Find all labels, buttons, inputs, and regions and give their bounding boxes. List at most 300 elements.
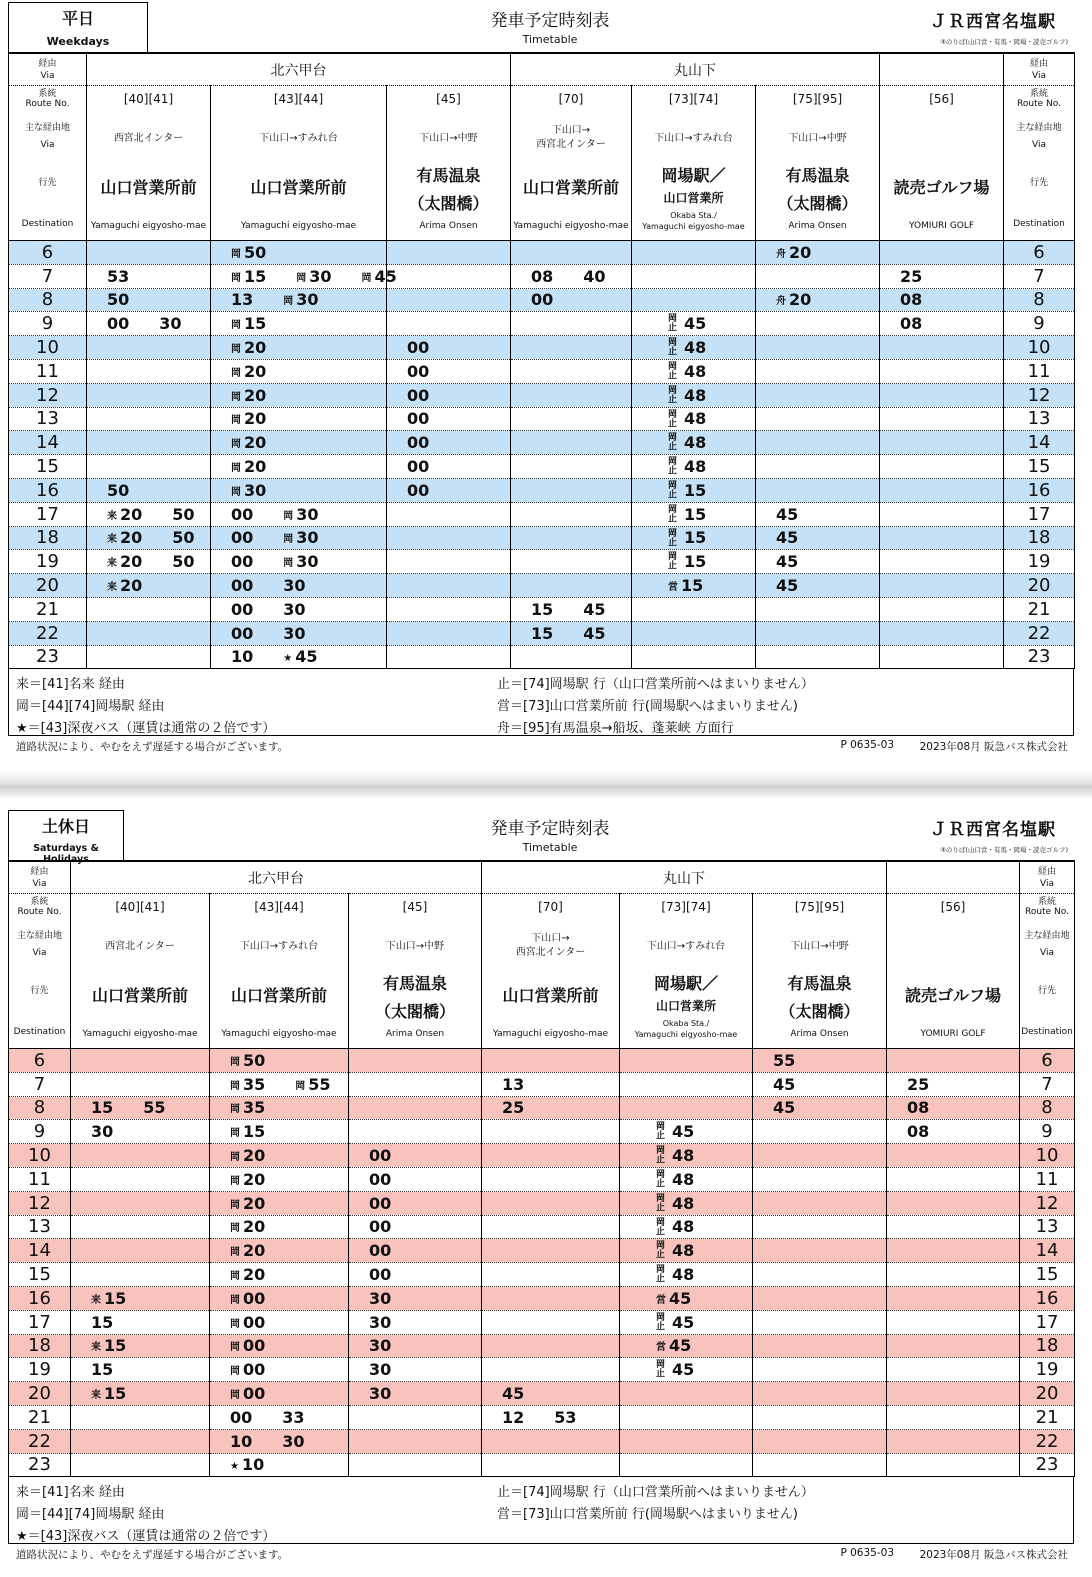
note-right: 舟＝[95]有馬温泉→船坂、蓬莱峡 方面行 bbox=[497, 721, 734, 736]
mark-symbol: 岡 bbox=[295, 1080, 306, 1092]
minute: 45 bbox=[295, 647, 318, 667]
hour-row bbox=[9, 264, 1075, 288]
departure-time bbox=[407, 409, 429, 428]
departure-time bbox=[776, 505, 798, 524]
departure-cell bbox=[620, 1072, 753, 1096]
route-en-text: Arima Onsen bbox=[790, 1029, 849, 1039]
departure-cell bbox=[880, 502, 1004, 526]
departure-cell bbox=[753, 1049, 887, 1073]
minute: 00 bbox=[107, 314, 130, 334]
departure-cell bbox=[87, 407, 211, 431]
departure-cell bbox=[211, 336, 387, 360]
route-3 bbox=[482, 894, 620, 1049]
hour-label-right: 15 bbox=[1020, 1263, 1075, 1287]
route-0 bbox=[71, 894, 210, 1049]
departure-time bbox=[231, 528, 253, 547]
hour-label-right: 17 bbox=[1004, 502, 1075, 526]
departure-cell bbox=[349, 1191, 482, 1215]
mainvia-label-jp: 主な経由地 bbox=[16, 931, 62, 941]
hour-label-right: 22 bbox=[1004, 621, 1075, 645]
route-number: [43][44] bbox=[273, 92, 324, 106]
minute: 08 bbox=[907, 1122, 930, 1142]
departure-time bbox=[907, 1122, 929, 1141]
departure-cell bbox=[756, 597, 880, 621]
hour-label-right: 18 bbox=[1004, 526, 1075, 550]
minute: 15 bbox=[104, 1384, 127, 1404]
hour-label: 20 bbox=[9, 1382, 71, 1406]
departure-cell bbox=[880, 597, 1004, 621]
departure-cell bbox=[482, 1239, 620, 1263]
departure-cell bbox=[620, 1167, 753, 1191]
hour-label: 15 bbox=[9, 455, 87, 479]
mark-symbol: 岡 bbox=[230, 1342, 240, 1354]
minute: 50 bbox=[172, 504, 195, 524]
departure-time bbox=[684, 481, 706, 500]
route-4 bbox=[632, 86, 756, 241]
hour-label-right: 19 bbox=[1004, 550, 1075, 574]
departure-time bbox=[672, 1313, 694, 1332]
departure-time bbox=[91, 1384, 126, 1403]
mark-symbol: 岡 bbox=[230, 1056, 240, 1068]
departure-cell bbox=[387, 621, 511, 645]
route-label-en: Route No. bbox=[1017, 99, 1061, 109]
mark-symbol: 来 bbox=[107, 510, 117, 522]
departure-time bbox=[369, 1336, 391, 1355]
via-label-en: Via bbox=[40, 70, 55, 81]
minute: 25 bbox=[502, 1098, 525, 1118]
departure-cell bbox=[756, 621, 880, 645]
note-left: ★＝[43]深夜バス（運賃は通常の２倍です） bbox=[16, 721, 276, 736]
route-number: [56] bbox=[929, 92, 954, 106]
hour-label-right: 7 bbox=[1020, 1072, 1075, 1096]
stacked-mark: 岡止 bbox=[666, 360, 676, 379]
stacked-mark: 岡止 bbox=[654, 1311, 664, 1330]
minute: 00 bbox=[231, 576, 254, 596]
hour-label: 13 bbox=[9, 407, 87, 431]
hour-label: 16 bbox=[9, 1286, 71, 1310]
route-destination-en bbox=[349, 1029, 481, 1040]
minute: 00 bbox=[231, 528, 254, 548]
stacked-mark: 岡止 bbox=[666, 384, 676, 403]
departure-time bbox=[773, 1051, 795, 1070]
departure-time bbox=[776, 290, 811, 309]
departure-cell bbox=[880, 241, 1004, 265]
minute: 15 bbox=[104, 1336, 127, 1356]
departure-cell bbox=[349, 1072, 482, 1096]
departure-time bbox=[369, 1360, 391, 1379]
route-via-text: 西宮北インター bbox=[105, 941, 175, 952]
minute: 30 bbox=[296, 504, 319, 524]
departure-time bbox=[283, 290, 318, 309]
departure-time bbox=[230, 1146, 265, 1165]
departure-cell bbox=[482, 1049, 620, 1073]
minute: 45 bbox=[672, 1360, 695, 1380]
mark-symbol: 岡 bbox=[231, 248, 241, 260]
departure-cell bbox=[511, 550, 632, 574]
route-destination bbox=[632, 162, 755, 206]
departure-time bbox=[107, 481, 129, 500]
row-labels bbox=[9, 894, 71, 1049]
route-destination-en bbox=[87, 221, 210, 232]
departure-cell bbox=[756, 383, 880, 407]
departure-cell bbox=[753, 1358, 887, 1382]
hour-row bbox=[9, 455, 1075, 479]
stacked-mark: 岡止 bbox=[666, 479, 676, 498]
departure-cell bbox=[210, 1049, 349, 1073]
hour-row bbox=[9, 407, 1075, 431]
footer-code: P 0635-03 bbox=[840, 739, 894, 751]
departure-cell bbox=[756, 336, 880, 360]
route-destination bbox=[87, 174, 210, 202]
hour-row bbox=[9, 478, 1075, 502]
departure-cell bbox=[87, 288, 211, 312]
departure-cell bbox=[349, 1239, 482, 1263]
minute: 40 bbox=[583, 266, 606, 286]
departure-cell bbox=[210, 1096, 349, 1120]
minute: 10 bbox=[231, 647, 254, 667]
minute: 45 bbox=[672, 1122, 695, 1142]
route-6 bbox=[887, 894, 1020, 1049]
row-labels bbox=[1020, 894, 1075, 1049]
route-via-text: 下山口→中野 bbox=[788, 133, 847, 144]
row-labels bbox=[9, 86, 87, 241]
departure-cell bbox=[632, 478, 756, 502]
route-destination-en bbox=[620, 1018, 752, 1040]
route-label-jp: 系統 bbox=[1038, 897, 1057, 907]
departure-cell bbox=[880, 621, 1004, 645]
minute: 20 bbox=[789, 290, 812, 310]
hour-row bbox=[9, 336, 1075, 360]
departure-cell bbox=[210, 1144, 349, 1168]
minute: 53 bbox=[554, 1407, 577, 1427]
hour-row bbox=[9, 1191, 1075, 1215]
departure-cell bbox=[87, 478, 211, 502]
minute: 20 bbox=[243, 1241, 266, 1261]
minute: 30 bbox=[369, 1360, 392, 1380]
minute: 20 bbox=[243, 1193, 266, 1213]
hour-row bbox=[9, 502, 1075, 526]
departure-time bbox=[91, 1313, 113, 1332]
route-destination-en bbox=[387, 221, 510, 232]
hour-label: 22 bbox=[9, 1429, 71, 1453]
departure-cell bbox=[887, 1263, 1020, 1287]
hour-label: 8 bbox=[9, 1096, 71, 1120]
stacked-mark: 岡止 bbox=[654, 1168, 664, 1187]
route-destination-sub: （太閤橋） bbox=[779, 1002, 860, 1021]
minute: 00 bbox=[369, 1217, 392, 1237]
route-1 bbox=[211, 86, 387, 241]
minute: 48 bbox=[672, 1217, 695, 1237]
departure-cell bbox=[620, 1429, 753, 1453]
departure-time bbox=[230, 1384, 265, 1403]
minute: 15 bbox=[531, 599, 554, 619]
hour-label-right: 6 bbox=[1004, 241, 1075, 265]
departure-cell bbox=[210, 1239, 349, 1263]
minute: 15 bbox=[684, 552, 707, 572]
hour-row bbox=[9, 1405, 1075, 1429]
departure-time bbox=[231, 243, 266, 262]
route-destination bbox=[753, 970, 886, 1026]
note-right: 止＝[74]岡場駅 行（山口営業所前へはまいりません） bbox=[497, 1485, 814, 1500]
departure-time bbox=[776, 552, 798, 571]
route-destination bbox=[880, 174, 1003, 202]
hour-label-right: 12 bbox=[1020, 1191, 1075, 1215]
departure-cell bbox=[87, 526, 211, 550]
departure-time bbox=[684, 433, 706, 452]
departure-time bbox=[107, 267, 129, 286]
departure-cell bbox=[632, 383, 756, 407]
via-label bbox=[1004, 53, 1075, 86]
dest-label-en: Destination bbox=[1021, 1027, 1073, 1037]
departure-cell bbox=[756, 359, 880, 383]
departure-time bbox=[231, 409, 266, 428]
via-label-jp: 経由 bbox=[38, 58, 57, 69]
departure-cell bbox=[511, 526, 632, 550]
departure-cell bbox=[753, 1286, 887, 1310]
minute: 35 bbox=[243, 1074, 266, 1094]
route-5 bbox=[756, 86, 880, 241]
route-number: [45] bbox=[436, 92, 461, 106]
mark-symbol: 岡 bbox=[230, 1390, 240, 1402]
minute: 00 bbox=[407, 457, 430, 477]
dest-label-jp: 行先 bbox=[30, 986, 49, 996]
hour-label: 16 bbox=[9, 478, 87, 502]
departure-cell bbox=[887, 1310, 1020, 1334]
note-left: 来＝[41]名来 経由 bbox=[16, 1485, 125, 1500]
hour-label-right: 13 bbox=[1004, 407, 1075, 431]
route-destination-en bbox=[511, 221, 631, 232]
departure-time bbox=[684, 314, 706, 333]
mark-symbol: 岡 bbox=[230, 1128, 240, 1140]
departure-time bbox=[230, 1051, 265, 1070]
departure-cell bbox=[210, 1215, 349, 1239]
departure-cell bbox=[880, 288, 1004, 312]
departure-cell bbox=[511, 455, 632, 479]
weekday-header bbox=[0, 0, 1092, 52]
hour-row bbox=[9, 1382, 1075, 1406]
minute: 08 bbox=[531, 266, 554, 286]
departure-cell bbox=[210, 1453, 349, 1477]
mainvia-label-en: Via bbox=[1032, 140, 1046, 150]
departure-time bbox=[907, 1098, 929, 1117]
departure-cell bbox=[387, 407, 511, 431]
departure-cell bbox=[632, 645, 756, 669]
minute: 30 bbox=[296, 290, 319, 310]
departure-cell bbox=[387, 336, 511, 360]
minute: 30 bbox=[283, 623, 306, 643]
mark-star-icon: ★ bbox=[283, 653, 293, 665]
departure-time bbox=[231, 267, 266, 286]
route-destination-en bbox=[211, 221, 386, 232]
hour-label: 21 bbox=[9, 1405, 71, 1429]
note-left: ★＝[43]深夜バス（運賃は通常の２倍です） bbox=[16, 1529, 276, 1544]
stacked-mark: 岡止 bbox=[654, 1216, 664, 1235]
departure-time bbox=[672, 1170, 694, 1189]
departure-cell bbox=[511, 407, 632, 431]
mainvia-label-en: Via bbox=[1040, 948, 1054, 958]
departure-cell bbox=[482, 1429, 620, 1453]
departure-time bbox=[231, 576, 253, 595]
minute: 45 bbox=[776, 552, 799, 572]
footer-delay-notice: 道路状況により、やむをえず遅延する場合がございます。 bbox=[16, 1549, 289, 1561]
via-label-en: Via bbox=[1040, 878, 1054, 889]
departure-time bbox=[283, 600, 305, 619]
departure-cell bbox=[753, 1453, 887, 1477]
departure-cell bbox=[87, 502, 211, 526]
mark-symbol: 舟 bbox=[776, 248, 786, 260]
minute: 48 bbox=[684, 457, 707, 477]
departure-time bbox=[230, 1455, 264, 1474]
departure-cell bbox=[211, 502, 387, 526]
mark-symbol: 岡 bbox=[230, 1294, 240, 1306]
note-left: 岡＝[44][74]岡場駅 経由 bbox=[16, 699, 165, 714]
departure-cell bbox=[887, 1334, 1020, 1358]
departure-time bbox=[583, 267, 605, 286]
route-destination bbox=[887, 982, 1019, 1010]
departure-time bbox=[230, 1241, 265, 1260]
minute: 30 bbox=[91, 1122, 114, 1142]
departure-cell bbox=[482, 1167, 620, 1191]
minute: 48 bbox=[684, 385, 707, 405]
departure-cell bbox=[753, 1191, 887, 1215]
departure-cell bbox=[632, 407, 756, 431]
mainvia-label-en: Via bbox=[40, 140, 55, 150]
departure-cell bbox=[880, 478, 1004, 502]
route-en-text: Yamaguchi eigyosho-mae bbox=[513, 221, 629, 231]
mark-symbol: 営 bbox=[668, 582, 678, 594]
departure-cell bbox=[211, 455, 387, 479]
departure-time bbox=[282, 1408, 304, 1427]
platform-info: ③のりば(山口営・有馬・岡場・読売ゴルフ) bbox=[940, 38, 1068, 46]
mainvia-label-jp: 主な経由地 bbox=[1024, 931, 1070, 941]
hour-label-right: 19 bbox=[1020, 1358, 1075, 1382]
departure-cell bbox=[71, 1405, 210, 1429]
minute: 48 bbox=[672, 1241, 695, 1261]
departure-time bbox=[531, 600, 553, 619]
minute: 15 bbox=[91, 1312, 114, 1332]
route-number: [40][41] bbox=[115, 900, 165, 914]
route-destination-main: 岡場駅／ bbox=[661, 166, 726, 185]
departure-cell bbox=[211, 407, 387, 431]
minute: 00 bbox=[231, 599, 254, 619]
departure-time bbox=[107, 314, 129, 333]
hour-label: 9 bbox=[9, 312, 87, 336]
route-5 bbox=[753, 894, 887, 1049]
route-label-jp: 系統 bbox=[38, 89, 57, 99]
hour-row bbox=[9, 1263, 1075, 1287]
hour-label-right: 20 bbox=[1020, 1382, 1075, 1406]
departure-time bbox=[107, 505, 142, 524]
departure-cell bbox=[620, 1405, 753, 1429]
departure-time bbox=[554, 1408, 576, 1427]
route-4 bbox=[620, 894, 753, 1049]
departure-cell bbox=[87, 550, 211, 574]
mark-symbol: 来 bbox=[91, 1342, 101, 1354]
departure-time bbox=[230, 1360, 265, 1379]
departure-time bbox=[283, 528, 318, 547]
departure-time bbox=[230, 1170, 265, 1189]
route-destination-main: 有馬温泉 bbox=[785, 166, 850, 185]
mainvia-label-jp: 主な経由地 bbox=[24, 123, 70, 133]
departure-cell bbox=[387, 502, 511, 526]
departure-cell bbox=[211, 550, 387, 574]
departure-time bbox=[407, 362, 429, 381]
minute: 00 bbox=[230, 1407, 253, 1427]
departure-cell bbox=[211, 264, 397, 288]
departure-cell bbox=[620, 1358, 753, 1382]
minute: 48 bbox=[684, 338, 707, 358]
departure-cell bbox=[387, 241, 511, 265]
departure-cell bbox=[753, 1239, 887, 1263]
departure-cell bbox=[756, 288, 880, 312]
departure-time bbox=[684, 552, 706, 571]
route-destination-main: 山口営業所前 bbox=[502, 986, 599, 1005]
mark-symbol: 岡 bbox=[231, 486, 241, 498]
departure-cell bbox=[756, 502, 880, 526]
departure-time bbox=[684, 505, 706, 524]
departure-cell bbox=[620, 1096, 753, 1120]
departure-time bbox=[231, 505, 253, 524]
hour-label-right: 21 bbox=[1020, 1405, 1075, 1429]
departure-time bbox=[107, 528, 142, 547]
departure-time bbox=[231, 647, 253, 666]
departure-cell bbox=[753, 1144, 887, 1168]
departure-time bbox=[107, 576, 142, 595]
route-destination-sub: （太閤橋） bbox=[408, 194, 489, 213]
minute: 45 bbox=[374, 266, 397, 286]
departure-cell bbox=[632, 597, 756, 621]
minute: 08 bbox=[907, 1098, 930, 1118]
minute: 20 bbox=[244, 361, 267, 381]
footer-delay-notice: 道路状況により、やむをえず遅延する場合がございます。 bbox=[16, 741, 289, 753]
via-group-kitaroku: 北六甲台 bbox=[71, 861, 482, 894]
departure-cell bbox=[482, 1405, 620, 1429]
minute: 08 bbox=[900, 290, 923, 310]
route-destination-sub: （太閤橋） bbox=[777, 194, 858, 213]
departure-cell bbox=[756, 264, 880, 288]
departure-time bbox=[231, 386, 266, 405]
route-en-text: YOMIURI GOLF bbox=[920, 1029, 986, 1039]
hour-label-right: 17 bbox=[1020, 1310, 1075, 1334]
departure-cell bbox=[632, 336, 756, 360]
departure-time bbox=[283, 647, 317, 666]
departure-cell bbox=[632, 264, 756, 288]
page-title-en: Timetable bbox=[522, 33, 578, 46]
route-number: [56] bbox=[940, 900, 966, 914]
minute: 45 bbox=[502, 1384, 525, 1404]
minute: 48 bbox=[684, 409, 707, 429]
minute: 45 bbox=[776, 504, 799, 524]
hour-row bbox=[9, 526, 1075, 550]
departure-time bbox=[230, 1336, 265, 1355]
hour-row bbox=[9, 1429, 1075, 1453]
dest-label-en: Destination bbox=[1013, 219, 1065, 229]
departure-time bbox=[502, 1098, 524, 1117]
departure-time bbox=[407, 457, 429, 476]
departure-cell bbox=[211, 478, 387, 502]
departure-cell bbox=[87, 241, 211, 265]
departure-cell bbox=[880, 312, 1004, 336]
minute: 20 bbox=[244, 433, 267, 453]
route-destination-en bbox=[71, 1029, 209, 1040]
departure-cell bbox=[482, 1072, 620, 1096]
minute: 45 bbox=[669, 1288, 692, 1308]
departure-cell bbox=[87, 336, 211, 360]
departure-cell bbox=[211, 645, 387, 669]
departure-cell bbox=[887, 1453, 1020, 1477]
route-number: [73][74] bbox=[661, 900, 711, 914]
via-label bbox=[9, 53, 87, 86]
